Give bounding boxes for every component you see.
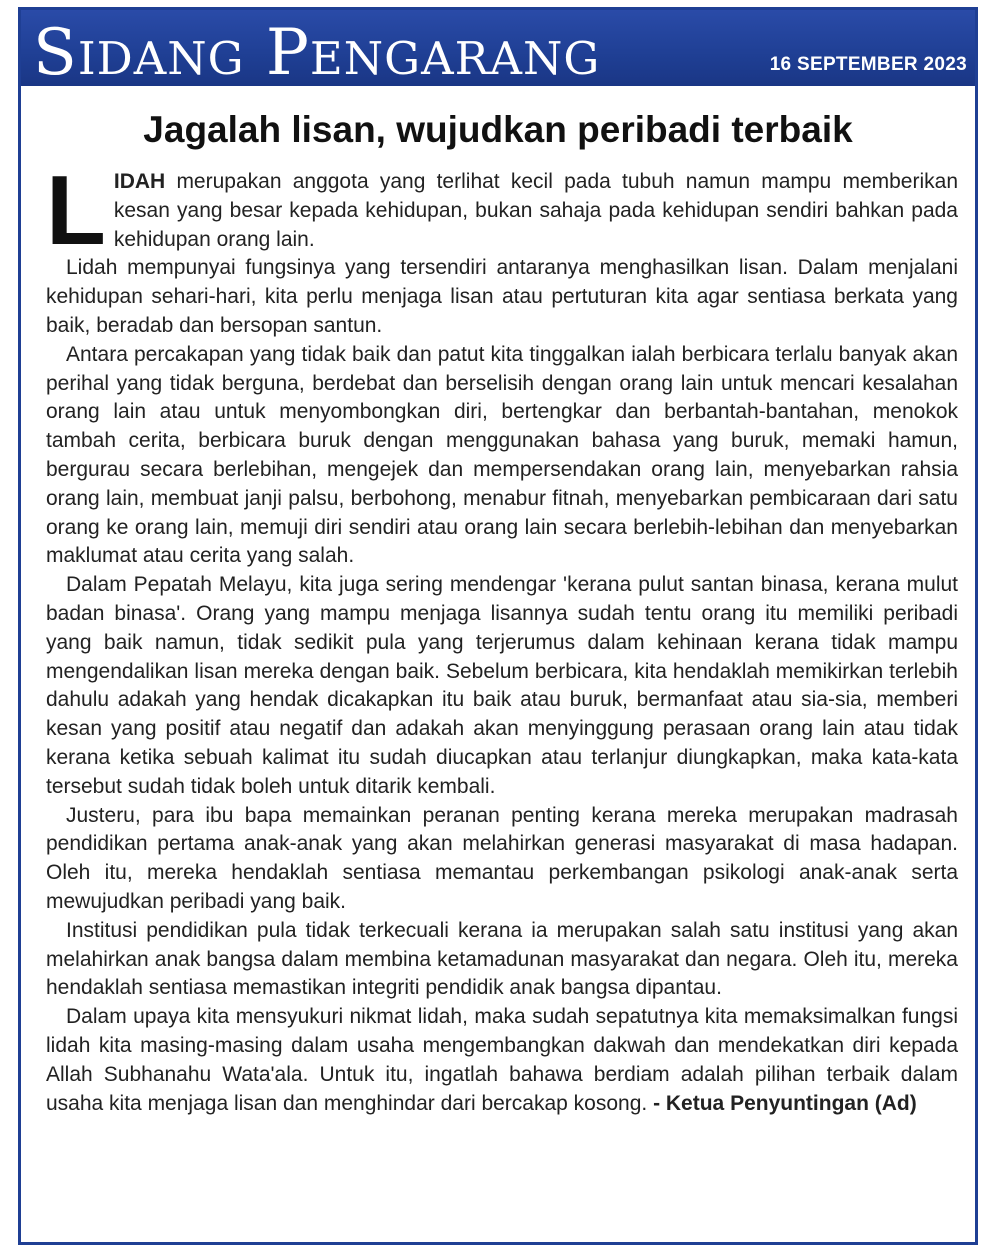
lead-word: IDAH	[113, 170, 166, 193]
drop-cap: L	[46, 155, 106, 265]
publication-date: 16 SEPTEMBER 2023	[769, 54, 967, 75]
masthead-banner	[21, 10, 975, 86]
editor-signoff: - Ketua Penyuntingan (Ad)	[653, 1091, 917, 1115]
editorial-frame	[18, 7, 978, 1245]
article-paragraph-1: Lidah mempunyai fungsinya yang tersendiri antaranya menghasilkan lisan. Dalam menjalani kehidupan sehari-hari, kita perlu menjaga lisan atau pertuturan kita agar sentiasa berkata yang baik, beradab dan bersopan santun.	[46, 256, 958, 337]
lead-text: merupakan anggota yang terlihat kecil pada tubuh namun mampu memberikan kesan yang besar kepada kehidupan, bukan sahaja pada kehidupan sendiri bahkan pada kehidupan orang lain.	[113, 170, 958, 251]
closing-text: Dalam upaya kita mensyukuri nikmat lidah, maka sudah sepatutnya kita memaksimalkan fungsi lidah kita masing-masing dalam usaha mengembangkan dakwah dan mendekatkan diri kepada Allah Subhanahu Wata'ala. Untuk itu, ingatlah bahawa berdiam adalah pilihan terbaik dalam usaha kita menjaga lisan dan menghindar dari bercakap kosong.	[46, 1005, 958, 1115]
lead-paragraph	[46, 155, 958, 265]
article-paragraph-5: Institusi pendidikan pula tidak terkecuali kerana ia merupakan salah satu institusi yang akan melahirkan anak bangsa dalam membina ketamadunan masyarakat dan negara. Oleh itu, mereka hendaklah sentiasa memastikan integriti pendidik anak bangsa dipantau.	[46, 918, 958, 1000]
article-paragraph-4: Justeru, para ibu bapa memainkan peranan penting kerana mereka merupakan madrasah pendidikan pertama anak-anak yang akan melahirkan generasi masyarakat di masa hadapan. Oleh itu, mereka hendaklah sentiasa memantau perkembangan psikologi anak-anak serta mewujudkan peribadi yang baik.	[46, 803, 958, 913]
closing-paragraph	[46, 1003, 958, 1118]
article-paragraph-3: Dalam Pepatah Melayu, kita juga sering mendengar 'kerana pulut santan binasa, kerana mulut badan binasa'. Orang yang mampu menjaga lisannya sudah tentu orang itu memiliki peribadi yang baik namun, tidak sedikit pula yang terjerumus dalam kehinaan kerana tidak mampu mengendalikan lisan mereka dengan baik. Sebelum berbicara, kita hendaklah memikirkan terlebih dahulu adakah yang hendak dicakapkan itu baik atau buruk, bermanfaat atau sia-sia, memberi kesan yang positif atau negatif dan adakah akan menyinggung perasaan orang lain atau tidak kerana ketika sebuah kalimat itu sudah diucapkan atau terlanjur diungkapkan, maka kata-kata tersebut sudah tidak boleh untuk ditarik kembali.	[46, 573, 958, 798]
article-headline: Jagalah lisan, wujudkan peribadi terbaik	[143, 109, 853, 150]
article-paragraph-2: Antara percakapan yang tidak baik dan patut kita tinggalkan ialah berbicara terlalu banyak akan perihal yang tidak berguna, berdebat dan berselisih dengan orang lain untuk mencari kesalahan orang lain atau untuk menyombongkan diri, bertengkar dan berbantah-bantahan, menokok tambah cerita, berbicara buruk dengan menggunakan bahasa yang buruk, memaki hamun, bergurau secara berlebihan, mengejek dan mempersendakan orang lain, menyebarkan rahsia orang lain, membuat janji palsu, berbohong, menabur fitnah, menyebarkan pembicaraan dari satu orang ke orang lain, memuji diri sendiri atau orang lain secara berlebih-lebihan dan menyebarkan maklumat atau cerita yang salah.	[46, 342, 958, 568]
article-body	[46, 155, 958, 1118]
masthead-title: Sidang Pengarang	[33, 16, 601, 86]
